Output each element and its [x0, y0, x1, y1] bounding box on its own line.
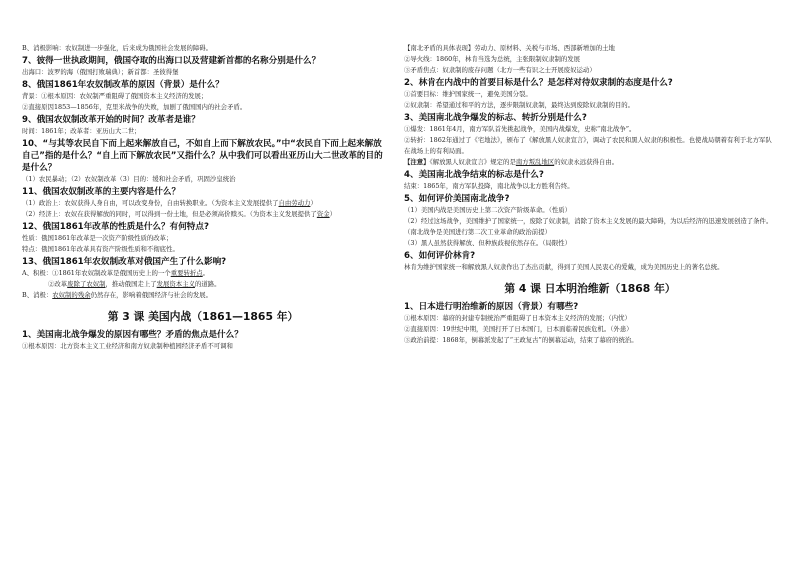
answer-span: ，推动俄国走上了 [105, 280, 157, 288]
answer-text: ②导火线：1860年，林肯当选为总统，主张限制奴隶制的发展 [404, 55, 581, 63]
answer-text: 出海口：波罗的海（俄国打败瑞典）；新首都：圣彼得堡 [22, 68, 179, 76]
question-heading: 6、如何评价林肯? [404, 251, 476, 261]
answer-text: 【南北矛盾的具体表现】劳动力、原材料、关税与市场、西部新增加的土地 [404, 44, 615, 52]
underlined-term: 发展资本主义 [156, 280, 195, 288]
answer-text [22, 198, 384, 209]
question-heading: 4、美国南北战争结束的标志是什么? [404, 170, 544, 180]
answer-text: （1）美国内战是美国历史上第二次资产阶级革命。（性质） [404, 206, 572, 214]
question-heading: 2、林肯在内战中的首要目标是什么？是怎样对待奴隶制的态度是什么? [404, 78, 673, 88]
answer-text: ②直接原因1853—1856年，克里米战争的失败，加剧了俄国国内的社会矛盾。 [22, 103, 247, 111]
note-tag: 【注意】 [404, 158, 430, 166]
question-heading: 3、美国南北战争爆发的标志、转折分别是什么? [404, 113, 587, 123]
answer-span: （2）经济上：农奴在获得解放的同时，可以得到一份土地，但是必须高价赎买。（为资本主义发展提供了 [22, 210, 317, 218]
answer-text: 时间：1861年；改革者：亚历山大二世； [22, 127, 141, 135]
answer-span: 的奴隶永远获得自由。 [554, 158, 619, 166]
answer-span: ） [310, 199, 317, 207]
answer-text: 结束：1865年，南方军队投降，南北战争以北方胜利告终。 [404, 182, 574, 190]
answer-span: ②改革 [48, 280, 68, 288]
answer-span: （1）政治上：农奴获得人身自由，可以改变身份，自由转换职业。（为资本主义发展提供了 [22, 199, 279, 207]
answer-span: 的道路。 [194, 280, 221, 288]
answer-span: 仍然存在，影响着俄国经济与社会的发展。 [90, 291, 213, 299]
question-heading: 8、俄国1861年农奴制改革的原因（背景）是什么？ [22, 80, 224, 90]
answer-text: B、消极影响：农奴制进一步强化，后来成为俄国社会发展的障碍。 [22, 44, 213, 52]
answer-span: ） [329, 210, 337, 218]
answer-text: 林肯为维护国家统一和解放黑人奴隶作出了杰出贡献，得到了美国人民衷心的爱戴，成为美国历史上的著名总统。 [404, 263, 724, 271]
answer-text: 性质：俄国1861年改革是一次资产阶级性质的改革； [22, 234, 173, 242]
underlined-term: 自由劳动力 [278, 199, 311, 207]
underlined-term: 资金 [316, 210, 330, 218]
answer-text: （3）黑人虽然获得解放、但种族歧视依然存在。（局限性） [404, 239, 572, 247]
question-heading: 1、美国南北战争爆发的原因有哪些？矛盾的焦点是什么？ [22, 330, 243, 340]
question-heading: 11、俄国农奴制改革的主要内容是什么？ [22, 187, 181, 197]
question-heading: 7、彼得一世执政期间，俄国夺取的出海口以及营建新首都的名称分别是什么？ [22, 56, 321, 66]
left-column [22, 43, 384, 352]
answer-text: ③矛盾焦点：奴隶制的废存问题（北方一些有识之士开展废奴运动） [404, 66, 596, 74]
answer-text [22, 268, 384, 279]
answer-text: （2）经过这场战争，美国维护了国家统一，废除了奴隶制，消除了资本主义发展的最大障碍，为以后经济的迅速发展创造了条件。（南北战争是美国进行第二次工业革命的政治前提） [404, 217, 773, 236]
lesson-title: 第 3 课 美国内战（1861—1865 年） [107, 310, 299, 323]
underlined-term: 南方叛乱地区 [515, 158, 555, 166]
answer-text [22, 279, 384, 290]
answer-span: 。 [202, 269, 210, 277]
question-heading: 9、俄国农奴制改革开始的时间？改革者是谁？ [22, 115, 200, 125]
right-column [404, 43, 776, 346]
underlined-term: 重要转折点 [170, 269, 203, 277]
underlined-term: 农奴制的残余 [52, 291, 91, 299]
answer-text: ①首要目标：维护国家统一，避免美国分裂。 [404, 90, 532, 98]
answer-text: ①根本原因：幕府的封建专制统治严重阻碍了日本资本主义经济的发展；（内忧） [404, 314, 631, 322]
answer-text: （1）农民暴动；（2）农奴制改革（3）目的：缓和社会矛盾，巩固沙皇统治 [22, 175, 236, 183]
answer-text: ③政治前提：1868年，倒幕派发起了“王政复古”的倒幕运动，结束了幕府的统治。 [404, 336, 638, 344]
answer-text: 背景：①根本原因：农奴制严重阻碍了俄国资本主义经济的发展； [22, 92, 208, 100]
answer-text: ②奴隶制：希望通过和平的方法，逐步限制奴隶制，最终达到废除奴隶制的目的。 [404, 101, 635, 109]
answer-span: 《解放黑人奴隶宣言》规定的是 [429, 158, 516, 166]
underlined-term: 废除了农奴制 [67, 280, 106, 288]
answer-text: ②转折：1862年通过了《宅地法》，颁布了《解放黑人奴隶宣言》，调动了农民和黑人奴隶的积极性。也使战局朝着有利于北方军队在战场上的有利局面。 [404, 136, 772, 155]
question-heading: 1、日本进行明治维新的原因（背景）有哪些? [404, 302, 579, 312]
answer-text: ②直接原因：19世纪中期，美国打开了日本国门，日本面临着民族危机。（外患） [404, 325, 633, 333]
answer-text: ①根本原因：北方资本主义工业经济和南方奴隶制种植园经济矛盾不可调和 [22, 342, 233, 350]
question-heading: 5、如何评价美国南北战争? [404, 194, 510, 204]
question-heading: 12、俄国1861年改革的性质是什么？有何特点? [22, 222, 209, 232]
answer-span: B、消极： [22, 291, 53, 299]
answer-text: 特点：俄国1861年改革具有资产阶级性质和不彻底性。 [22, 245, 179, 253]
question-heading: 13、俄国1861年农奴制改革对俄国产生了什么影响? [22, 257, 227, 267]
answer-text [22, 209, 384, 220]
answer-text: ①爆发：1861年4月，南方军队首先挑起战争，美国内战爆发，史称“南北战争”。 [404, 125, 636, 133]
question-heading: 10、“与其等农民自下而上起来解放自己，不如自上而下解放农民。”中“农民自下而上起来解放自己”指的是什么？“自上而下解放农民”又指什么？从中我们可以看出亚历山大二世改革的目的是什么？ [22, 139, 383, 173]
note-text [404, 157, 776, 168]
answer-text [22, 290, 384, 301]
lesson-title: 第 4 课 日本明治维新（1868 年） [504, 282, 676, 295]
answer-span: A、积极：①1861年农奴制改革是俄国历史上的一个 [22, 269, 171, 277]
